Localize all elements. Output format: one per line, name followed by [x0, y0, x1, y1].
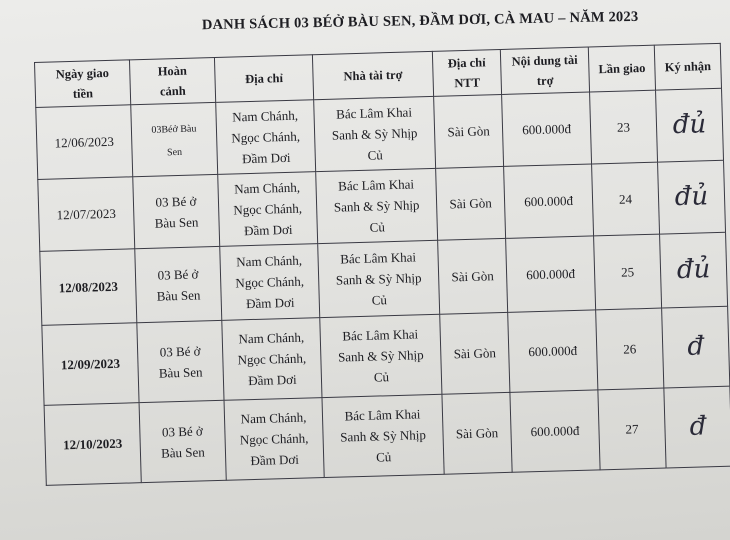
header-signature: Ký nhận [654, 43, 721, 90]
delivery-date: 12/07/2023 [38, 177, 135, 252]
circumstance: 03 Bé ở Bàu Sen [135, 246, 222, 322]
header-sponsor-address: Địa chỉ NTT [432, 49, 501, 96]
header-address: Địa chỉ [214, 55, 313, 103]
sponsor-address: Sài Gòn [440, 312, 510, 394]
amount: 600.000đ [506, 236, 596, 312]
address: Nam Chánh, Ngọc Chánh, Đầm Dơi [218, 172, 318, 247]
address: Nam Chánh, Ngọc Chánh, Đầm Dơi [216, 100, 316, 175]
signature: đủ [656, 88, 724, 162]
amount: 600.000đ [510, 390, 600, 472]
delivery-date: 12/08/2023 [40, 249, 137, 326]
sponsor-address: Sài Gòn [434, 94, 504, 168]
address: Nam Chánh, Ngọc Chánh, Đầm Dơi [222, 318, 322, 401]
header-circumstance: Hoàn cảnh [129, 57, 215, 104]
signature: đủ [660, 232, 728, 308]
signature: đ [664, 386, 730, 468]
document-title: DANH SÁCH 03 BÉỞ BÀU SEN, ĐẦM DƠI, CÀ MAU – NĂM 2023 [201, 8, 639, 34]
times: 27 [598, 388, 666, 470]
sponsor: Bác Lâm Khai Sanh & Sỳ Nhịp Củ [318, 240, 440, 317]
times: 24 [592, 162, 660, 236]
signature: đ [662, 306, 730, 388]
sponsor-address: Sài Gòn [438, 238, 508, 314]
amount: 600.000đ [504, 164, 594, 238]
circumstance: 03 Bé ở Bàu Sen [139, 400, 226, 482]
amount: 600.000đ [508, 310, 598, 392]
sponsor: Bác Lâm Khai Sanh & Sỳ Nhịp Củ [320, 314, 442, 397]
header-delivery-date: Ngày giao tiền [35, 60, 131, 108]
delivery-date: 12/09/2023 [42, 323, 139, 406]
amount: 600.000đ [502, 92, 592, 166]
sponsor: Bác Lâm Khai Sanh & Sỳ Nhịp Củ [316, 168, 438, 243]
signature: đủ [658, 160, 726, 234]
times: 26 [596, 308, 664, 390]
header-content: Nội dung tài trợ [500, 47, 589, 94]
sponsor-address: Sài Gòn [442, 392, 512, 474]
circumstance: 03 Bé ở Bàu Sen [137, 320, 224, 402]
donation-table-container [34, 43, 730, 486]
address: Nam Chánh, Ngọc Chánh, Đầm Dơi [224, 398, 324, 481]
donation-table [34, 43, 730, 486]
times: 25 [594, 234, 662, 310]
header-sponsor: Nhà tài trợ [312, 51, 433, 99]
sponsor-address: Sài Gòn [436, 166, 506, 240]
sponsor: Bác Lâm Khai Sanh & Sỳ Nhịp Củ [314, 96, 436, 171]
delivery-date: 12/10/2023 [44, 403, 141, 486]
header-times: Lần giao [588, 45, 655, 92]
delivery-date: 12/06/2023 [36, 105, 133, 180]
circumstance: 03Béở Bàu Sen [131, 102, 218, 176]
sponsor: Bác Lâm Khai Sanh & Sỳ Nhịp Củ [322, 394, 444, 477]
address: Nam Chánh, Ngọc Chánh, Đầm Dơi [220, 244, 320, 321]
circumstance: 03 Bé ở Bàu Sen [133, 174, 220, 248]
times: 23 [590, 90, 658, 164]
